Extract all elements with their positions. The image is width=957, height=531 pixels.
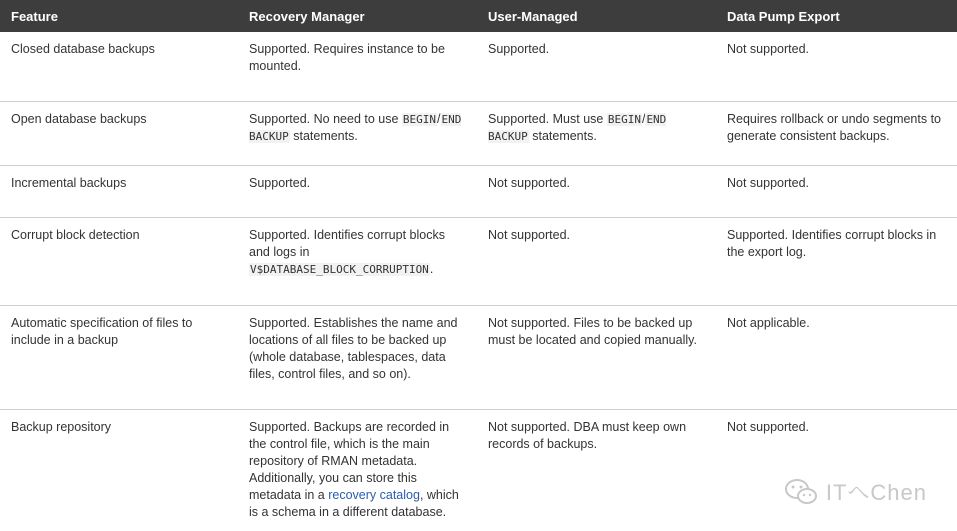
feature-cell: Open database backups <box>0 102 238 166</box>
user-managed-cell: Not supported. <box>477 166 716 218</box>
header-recovery-manager: Recovery Manager <box>249 8 365 24</box>
slash-separator: / <box>437 112 441 126</box>
table-row <box>0 306 957 410</box>
header-data-pump-export: Data Pump Export <box>727 8 840 24</box>
data-pump-cell: Not supported. <box>716 166 957 218</box>
rman-text-pre: Supported. Identifies corrupt blocks and logs in <box>249 228 445 259</box>
rman-cell: Supported. <box>238 166 477 218</box>
slash-separator: / <box>641 112 646 126</box>
data-pump-cell: Not applicable. <box>716 306 957 410</box>
rman-text-post: . <box>429 262 434 276</box>
table-row <box>0 166 957 218</box>
rman-cell <box>238 410 477 530</box>
feature-cell: Automatic specification of files to include in a backup <box>0 306 238 410</box>
rman-text-post: statements. <box>289 129 358 143</box>
feature-cell: Closed database backups <box>0 32 238 102</box>
rman-text-pre: Supported. Backups are recorded in the control file, which is the main repository of RMAN metadata. Additionally, you can store this metadata in a <box>249 420 450 502</box>
data-pump-cell: Not supported. <box>716 32 957 102</box>
rman-cell: Supported. Establishes the name and locations of all files to be backed up (whole database, tablespaces, data files, control files, and so on). <box>238 306 477 410</box>
table-row <box>0 218 957 306</box>
header-user-managed: User-Managed <box>488 8 578 24</box>
table-header-row <box>0 0 957 32</box>
rman-text-post: , which is a schema in a different database. <box>249 488 459 519</box>
data-pump-cell: Not supported. <box>727 420 809 434</box>
user-managed-cell: Not supported. <box>477 218 716 306</box>
rman-text-pre: Supported. No need to use <box>249 112 402 126</box>
rman-cell: Supported. Requires instance to be mounted. <box>238 32 477 102</box>
data-pump-cell: Requires rollback or undo segments to generate consistent backups. <box>716 102 957 166</box>
table-row <box>0 410 957 530</box>
view-name-code: V$DATABASE_BLOCK_CORRUPTION <box>250 263 429 276</box>
user-managed-cell: Supported. <box>477 32 716 102</box>
header-feature: Feature <box>11 8 58 24</box>
watermark <box>784 476 927 507</box>
table-row <box>0 102 957 166</box>
user-managed-cell: Not supported. Files to be backed up must be located and copied manually. <box>477 306 716 410</box>
user-managed-cell <box>477 102 716 166</box>
begin-code: BEGIN <box>402 113 437 126</box>
feature-cell: Incremental backups <box>0 166 238 218</box>
recovery-catalog-link[interactable]: recovery catalog <box>328 488 420 502</box>
table-row <box>0 32 957 102</box>
rman-cell <box>238 218 477 306</box>
begin-code: BEGIN <box>607 113 641 126</box>
user-text-pre: Supported. Must use <box>488 112 607 126</box>
user-managed-cell: Not supported. DBA must keep own records of backups. <box>488 420 687 451</box>
end-backup-code: END BACKUP <box>249 113 462 143</box>
feature-cell: Corrupt block detection <box>0 218 238 306</box>
end-backup-code: END BACKUP <box>488 113 667 143</box>
rman-cell <box>238 102 477 166</box>
data-pump-cell: Supported. Identifies corrupt blocks in the export log. <box>716 218 957 306</box>
wechat-icon <box>784 478 818 506</box>
watermark-text: ITへChen <box>825 480 927 505</box>
user-text-post: statements. <box>528 129 597 143</box>
feature-cell: Backup repository <box>11 420 112 434</box>
